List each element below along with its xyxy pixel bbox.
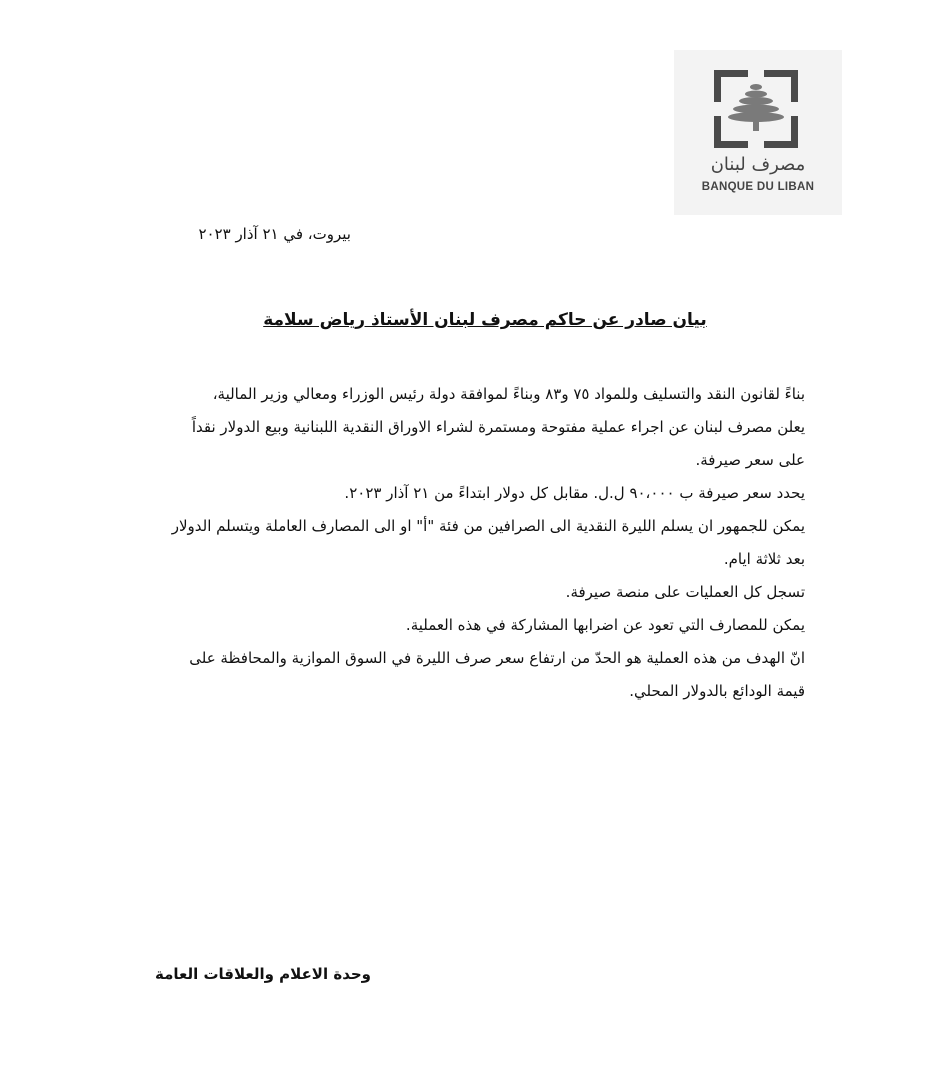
logo-arabic-name: مصرف لبنان [710,154,806,175]
paragraph: يعلن مصرف لبنان عن اجراء عملية مفتوحة ومستمرة لشراء الاوراق النقدية اللبنانية وبيع الدولار نقداً على سعر صيرفة. [191,418,805,469]
cedar-tree-icon [714,70,798,148]
date-line: بيروت، في ٢١ آذار ٢٠٢٣ [198,225,351,243]
document-title: بيان صادر عن حاكم مصرف لبنان الأستاذ رياض سلامة [263,310,707,330]
paragraph: يمكن للمصارف التي تعود عن اضرابها المشاركة في هذه العملية. [405,616,805,634]
paragraph: يحدد سعر صيرفة ب ٩٠،٠٠٠ ل.ل. مقابل كل دولار ابتداءً من ٢١ آذار ٢٠٢٣. [344,484,805,502]
paragraph: يمكن للجمهور ان يسلم الليرة النقدية الى الصرافين من فئة "أ" او الى المصارف العاملة ويتسلم الدولار بعد ثلاثة ايام. [171,517,805,568]
signature: وحدة الاعلام والعلاقات العامة [155,965,371,983]
paragraph: انّ الهدف من هذه العملية هو الحدّ من ارتفاع سعر صرف الليرة في السوق الموازية والمحافظة على قيمة الودائع بالدولار المحلي. [189,649,805,700]
logo-latin-name: BANQUE DU LIBAN [701,181,815,193]
bank-logo [674,50,842,215]
paragraph: تسجل كل العمليات على منصة صيرفة. [565,583,805,601]
paragraph: بناءً لقانون النقد والتسليف وللمواد ٧٥ و٨٣ وبناءً لموافقة دولة رئيس الوزراء ومعالي وزير المالية، [212,385,805,403]
statement-body [165,378,805,708]
